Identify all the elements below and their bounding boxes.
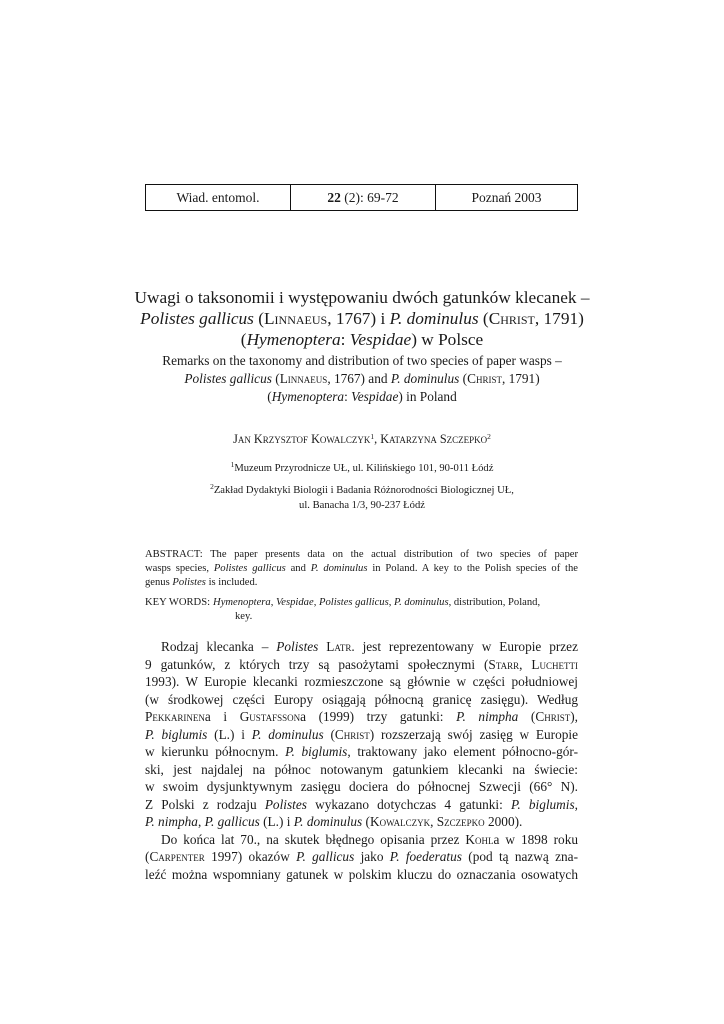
title-pl-line-2: Polistes gallicus (Linnaeus, 1767) i P. dominulus (Christ, 1791) [140, 309, 584, 328]
body-line: Do końca lat 70., na skutek błędnego opisania przez Kohla w 1898 roku [161, 831, 578, 847]
abstract-line: genus Polistes is included. [145, 577, 258, 588]
title-en-line-1: Remarks on the taxonomy and distribution of two species of paper wasps – [162, 353, 562, 368]
body-line: Rodzaj klecanka – Polistes Latr. jest reprezentowany w Europie przez [161, 639, 578, 654]
title-english [120, 352, 604, 406]
body-line: Pekkarinena i Gustafssona (1999) trzy gatunki: P. nimpha (Christ), [145, 709, 578, 724]
author-2: Katarzyna Szczepko [380, 432, 488, 446]
author-2-affil-mark: 2 [487, 432, 491, 441]
body-line: w swoim dysjunktywnym zasięgu dociera do północnej Szwecji (66° N). [145, 779, 578, 794]
title-polish [120, 287, 604, 350]
keywords: KEY WORDS: Hymenoptera, Vespidae, Polistes gallicus, P. dominulus, distribution, Poland, key. [145, 597, 541, 622]
title-en-line-2: Polistes gallicus (Linnaeus, 1767) and P. dominulus (Christ, 1791) [184, 371, 540, 386]
body-line: 9 gatunków, z których trzy są pasożytami społecznymi (Starr, Luchetti [145, 656, 578, 672]
body-line: P. nimpha, P. gallicus (L.) i P. dominulus (Kowalczyk, Szczepko 2000). [145, 814, 523, 829]
authors: Jan Krzysztof Kowalczyk$^1$, Katarzyna Szczepko$^2$ [233, 432, 491, 446]
volume-number: 22 [327, 189, 341, 205]
author-1-affil-mark: 1 [370, 432, 375, 441]
body-line: leźć można wspomniany gatunek w polskim kluczu do oznaczania osowatych [145, 866, 578, 882]
body-text [145, 638, 578, 883]
title-pl-line-1: Uwagi o taksonomii i występowaniu dwóch gatunków klecanek – [134, 288, 590, 307]
body-line: w kierunku północnym. P. biglumis, traktowany jako element północno-gór- [145, 744, 578, 759]
body-line: 1993). W Europie klecanki rozmieszczone są głównie w części południowej [145, 674, 578, 689]
affiliation-1: $^1$Muzeum Przyrodnicze UŁ, ul. Kilińskiego 101, 90-011 Łódź [230, 460, 494, 474]
affiliation-2: $^2$Zakład Dydaktyki Biologii i Badania Różnorodności Biologicznej UŁ, ul. Banacha 1/3, 90-237 Łódź [210, 482, 514, 511]
journal-header-box [145, 184, 578, 211]
title-en-line-3: (Hymenoptera: Vespidae) in Poland [267, 389, 457, 404]
body-line: Z Polski z rodzaju Polistes wykazano dotychczas 4 gatunki: P. biglumis, [145, 796, 578, 812]
body-line: ski, jest najdalej na północ notowanym gatunkiem klecanki na świecie: [145, 761, 578, 777]
body-line: P. biglumis (L.) i P. dominulus (Christ) rozszerzają swój zasięg w Europie [145, 726, 578, 742]
abstract-line: wasps species, Polistes gallicus and P. dominulus in Poland. A key to the Polish species of the [145, 563, 578, 574]
abstract [145, 548, 578, 590]
body-line: (w środkowej części Europy osiągają północną granicę zasięgu). Według [145, 691, 578, 707]
abstract-line: ABSTRACT: The paper presents data on the actual distribution of two species of paper [145, 549, 578, 560]
title-pl-line-3: (Hymenoptera: Vespidae) w Polsce [240, 330, 484, 349]
place-year: Poznań 2003 [471, 189, 542, 205]
issue-pages: (2): 69-72 [344, 189, 399, 205]
volume-issue [291, 185, 436, 210]
body-line: (Carpenter 1997) okazów P. gallicus jako P. foederatus (pod tą nazwą zna- [145, 849, 578, 864]
keywords-label: KEY WORDS: [145, 597, 211, 608]
author-1: Jan Krzysztof Kowalczyk [233, 432, 371, 446]
journal-name: Wiad. entomol. [146, 185, 291, 210]
